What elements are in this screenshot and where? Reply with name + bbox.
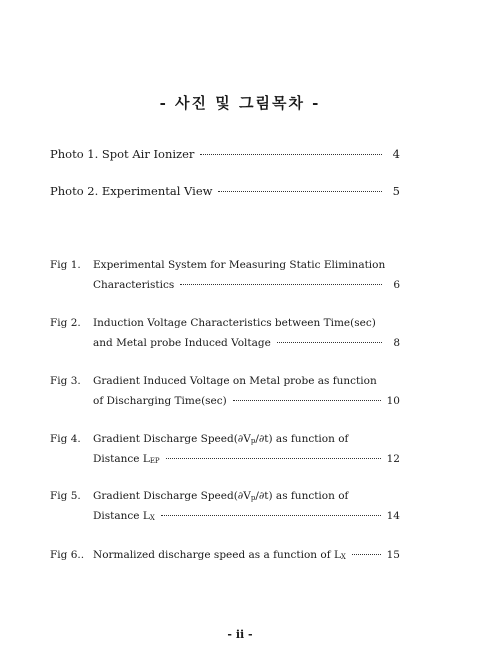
page-footer-number: - ii -: [227, 628, 253, 641]
fig-number: Fig 6..: [50, 549, 85, 561]
leader-dots: [180, 284, 382, 285]
entry-page-number: 15: [386, 549, 400, 561]
entry-label: Normalized discharge speed as a function of LX: [93, 549, 346, 561]
toc-entry-fig-6: [50, 549, 400, 561]
entry-label-line1: Gradient Discharge Speed(∂Vp/∂t) as function of: [93, 490, 349, 502]
leader-dots: [352, 554, 381, 555]
entry-label-line1: Gradient Discharge Speed(∂Vp/∂t) as function of: [93, 433, 349, 445]
fig-number: Fig 4.: [50, 433, 81, 445]
entry-label-line2: Distance LX: [93, 510, 155, 522]
toc-entry-fig-4: [50, 433, 400, 465]
entry-label-line2: of Discharging Time(sec): [93, 395, 227, 407]
entry-label: Photo 1. Spot Air Ionizer: [50, 147, 195, 161]
fig-number: Fig 1.: [50, 259, 81, 271]
entry-page-number: 10: [386, 395, 400, 407]
toc-entry-photo-1: [50, 147, 400, 161]
page-title: - 사진 및 그림목차 -: [159, 94, 321, 112]
leader-dots: [161, 515, 381, 516]
leader-dots: [233, 400, 381, 401]
entry-label-line2: Characteristics: [93, 279, 175, 291]
entry-page-number: 14: [386, 510, 400, 522]
leader-dots: [218, 191, 382, 192]
leader-dots: [200, 154, 382, 155]
entry-label-line2: and Metal probe Induced Voltage: [93, 337, 271, 349]
fig-number: Fig 3.: [50, 375, 81, 387]
entry-page-number: 12: [386, 453, 400, 465]
fig-number: Fig 2.: [50, 317, 81, 329]
entry-page-number: 5: [392, 184, 400, 198]
entry-label-line1: Experimental System for Measuring Static Elimination: [93, 259, 386, 271]
entry-label-line1: Induction Voltage Characteristics between Time(sec): [93, 317, 376, 329]
toc-entry-fig-3: [50, 375, 400, 407]
fig-number: Fig 5.: [50, 490, 81, 502]
leader-dots: [166, 458, 381, 459]
leader-dots: [277, 342, 382, 343]
entry-page-number: 8: [393, 337, 400, 349]
entry-label-line1: Gradient Induced Voltage on Metal probe as function: [93, 375, 377, 387]
entry-label-line2: Distance LEP: [93, 453, 160, 465]
toc-entry-photo-2: [50, 184, 400, 198]
toc-entry-fig-1: [50, 259, 400, 291]
entry-page-number: 4: [392, 147, 400, 161]
entry-page-number: 6: [393, 279, 400, 291]
toc-entry-fig-2: [50, 317, 400, 349]
entry-label: Photo 2. Experimental View: [50, 184, 213, 198]
toc-entry-fig-5: [50, 490, 400, 522]
